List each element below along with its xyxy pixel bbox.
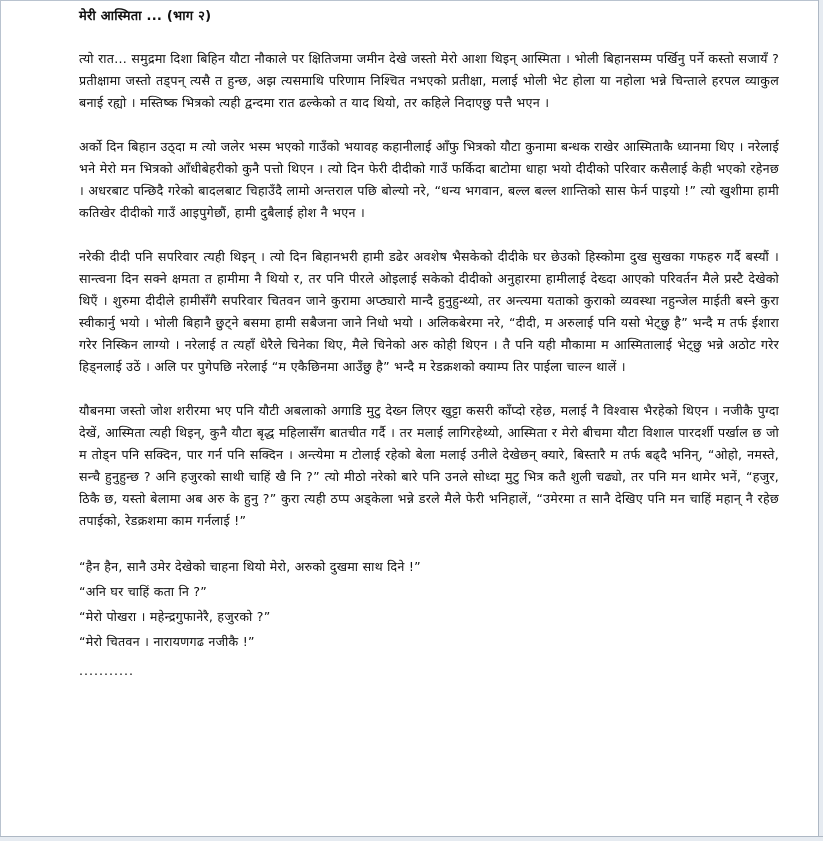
dialogue-line-2: “अनि घर चाहिं कता नि ?” — [79, 584, 208, 599]
document-title: मेरी आस्मिता ... (भाग २) — [79, 9, 212, 24]
dialogue-line-4: “मेरो चितवन । नारायणगढ नजीकै !” — [79, 634, 255, 649]
paragraph-2: अर्को दिन बिहान उठ्दा म त्यो जलेर भस्म भएको गाउँको भयावह कहानीलाई आँफु भित्रको यौटा कुनामा बन्धक राखेर आस्मिताकै ध्यानमा थिए । नरेलाई भने मेरो मन भित्रको आँधीबेहरीको कुनै पत्तो थिएन । त्यो दिन फेरी दीदीको गाउँ फर्किदा बाटोमा धाहा भयो दीदीको परिवार कसैलाई केही भएको रहेनछ । अधरबाट पन्छिदै गरेको बादलबाट चिहाउँदै लामो अन्तराल पछि बोल्यो नरे, “धन्य भगवान, बल्ल बल्ल शान्तिको सास फेर्न पाइयो !” त्यो खुशीमा हामी कतिखेर दीदीको गाउँ आइपुगेछौं, हामी दुबैलाई होश नै भएन । — [79, 139, 779, 220]
page-border-bottom — [0, 836, 823, 841]
continuation-dots: ........... — [79, 663, 135, 678]
page-border-left — [0, 0, 1, 840]
paragraph-4: यौबनमा जस्तो जोश शरीरमा भए पनि यौटी अबलाको अगाडि मुटु देख्न लिएर खुट्टा कसरी काँप्दो रहेछ, मलाई नै विश्वास भैरहेको थिएन । नजीकै पुग्दा देखें, आस्मिता त्यही थिइन्, कुनै यौटा बृद्ध महिलासँग बातचीत गर्दै । तर मलाई लागिरहेथ्यो, आस्मिता र मेरो बीचमा यौटा विशाल पारदर्शी पर्खाल छ जो म तोड्न पनि सक्दिन, पार गर्न पनि सक्दिन । अन्त्येमा म टोलाई रहेको बेला मलाई उनीले देखेछन् क्यारे, बिस्तारै म तर्फ बढ्दै भनिन्, “ओहो, नमस्ते, सन्चै हुनुहुन्छ ? अनि हजुरको साथी चाहिं खै नि ?” त्यो मीठो नरेको बारे पनि उनले सोध्दा मुटु भित्र कतै शुली चढ्यो, तर पनि मन थामेर भनें, “हजुर, ठिकै छ, यस्तो बेलामा अब अरु के हुनु ?” कुरा त्यही ठप्प अड्केला भन्ने डरले मैले फेरी भनिहालें, “उमेरमा त सानै देखिए पनि मन चाहिं महान् नै रहेछ तपाईको, रेडक्रशमा काम गर्नलाई !” — [79, 403, 779, 528]
dialogue-line-3: “मेरो पोखरा । महेन्द्रगुफानेरै, हजुरको ?” — [79, 609, 271, 624]
page-border-right — [818, 0, 823, 840]
paragraph-3: नरेकी दीदी पनि सपरिवार त्यही थिइन् । त्यो दिन बिहानभरी हामी डढेर अवशेष भैसकेको दीदीके घर छेउको हिस्कोमा दुख सुखका गफहरु गर्दै बस्यौं । सान्त्वना दिन सक्ने क्षमता त हामीमा नै थियो र, तर पनि पीरले ओइलाई सकेको दीदीको अनुहारमा हामीलाई देख्दा आएको परिवर्तन मैले प्रस्टै देखेको थिएँ । शुरुमा दीदीले हामीसँगै सपरिवार चितवन जाने कुरामा अप्ठ्यारो मान्दै हुनुहुन्थ्यो, तर अन्त्यमा यताको कुराको व्यवस्था नहुन्जेल माईती बस्ने कुरा स्वीकार्नु भयो । भोली बिहानै छुट्ने बसमा हामी सबैजना जाने निधो भयो । अलिकबेरमा नरे, “दीदी, म अरुलाई पनि यसो भेट्छु है” भन्दै म तर्फ ईशारा गरेर निस्किन लाग्यो । नरेलाई त त्यहाँ धेरैले चिनेका थिए, मैले चिनेको अरु कोही थिएन । तै पनि यही मौकामा म आस्मितालाई भेट्छु भन्ने अठोट गरेर हिड्नलाई उठें । अलि पर पुगेपछि नरेलाई “म एकैछिनमा आउँछु है” भन्दै म रेडक्रशको क्याम्प तिर पाईला चाल्न थालें । — [79, 249, 779, 374]
page-border-top — [0, 0, 823, 1]
document-page — [79, 6, 779, 682]
dialogue-line-1: “हैन हैन, सानै उमेर देखेको चाहना थियो मेरो, अरुको दुखमा साथ दिने !” — [79, 559, 421, 574]
paragraph-1: त्यो रात... समुद्रमा दिशा बिहिन यौटा नौकाले पर क्षितिजमा जमीन देखे जस्तो मेरो आशा थिइन् आस्मिता । भोली बिहानसम्म पर्खिनु पर्ने कस्तो सजायँ ? प्रतीक्षामा जस्तो तड्पन् त्यसै त हुन्छ, अझ त्यसमाथि परिणाम निश्चित नभएको प्रतीक्षा, मलाई भोली भेट होला या नहोला भन्ने चिन्ताले हरपल व्याकुल बनाई रह्यो । मस्तिष्क भित्रको त्यही द्वन्दमा रात ढल्केको त याद थियो, तर कहिले निदाएछु पत्तै भएन । — [79, 51, 779, 110]
